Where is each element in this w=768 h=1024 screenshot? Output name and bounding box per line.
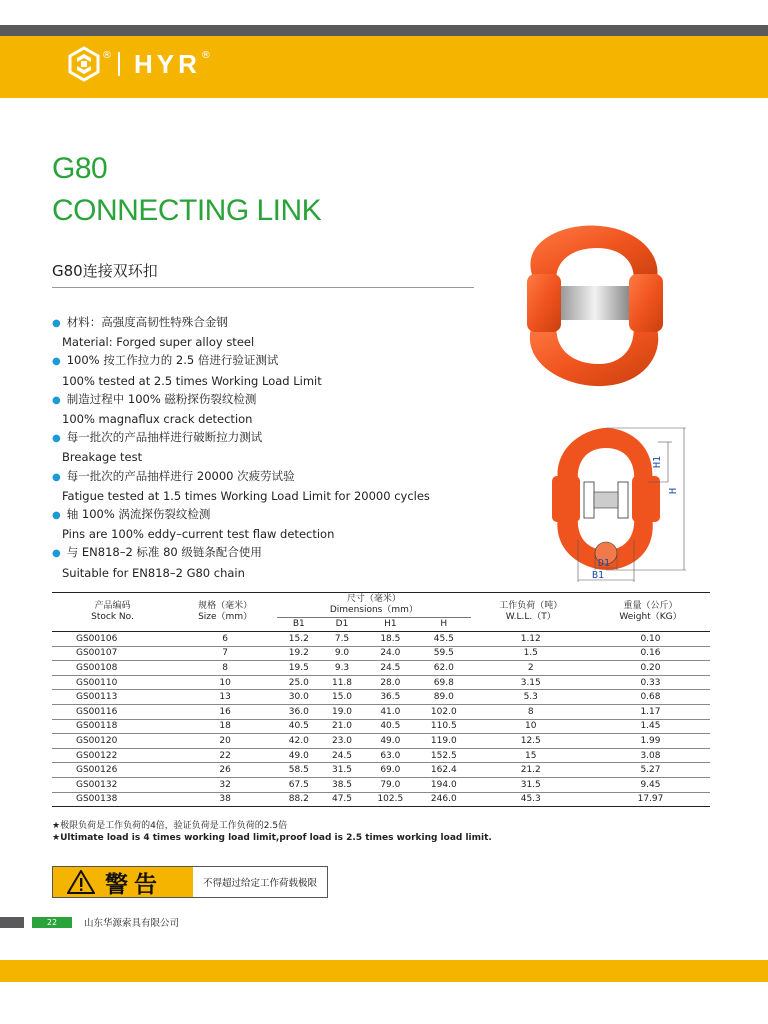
table-cell: 15.2 [277,632,320,647]
col-weight: 重量（公斤） Weight（KG） [619,601,682,622]
table-cell: 32 [173,777,277,792]
dim-label-h: H [668,487,679,494]
table-cell: 38.5 [320,777,363,792]
table-row [52,661,710,676]
table-row [52,719,710,734]
table-cell: 24.5 [364,661,417,676]
table-cell: 20 [173,734,277,749]
table-cell: GS00116 [52,704,173,719]
table-cell: 49.0 [277,748,320,763]
table-cell: 36.5 [364,690,417,705]
table-cell: GS00122 [52,748,173,763]
table-cell: 119.0 [417,734,470,749]
table-cell: 18 [173,719,277,734]
table-row [52,777,710,792]
table-body [52,632,710,807]
table-cell: 0.20 [591,661,710,676]
table-cell: 22 [173,748,277,763]
table-cell: 88.2 [277,792,320,807]
table-cell: 16 [173,704,277,719]
feature-cn: ● 制造过程中 100% 磁粉探伤裂纹检测 [52,390,432,410]
table-cell: 10 [471,719,591,734]
brand-logo [66,44,211,84]
table-cell: GS00106 [52,632,173,647]
table-cell: 1.45 [591,719,710,734]
table-cell: 152.5 [417,748,470,763]
dimension-diagram [548,420,708,585]
table-cell: 21.0 [320,719,363,734]
col-stock: 产品编码 Stock No. [91,601,134,622]
table-cell: 162.4 [417,763,470,778]
table-cell: 21.2 [471,763,591,778]
table-cell: 30.0 [277,690,320,705]
warning-banner [52,866,328,898]
table-cell: 41.0 [364,704,417,719]
table-cell: 62.0 [417,661,470,676]
subtitle-divider [52,287,474,288]
col-h1: H1 [384,619,397,629]
note-en: ★Ultimate load is 4 times working load limit,proof load is 2.5 times working load limit. [52,833,492,843]
table-cell: 246.0 [417,792,470,807]
table-row [52,646,710,661]
page-number: 22 [32,917,72,928]
table-cell: 40.5 [364,719,417,734]
feature-en: Material: Forged super alloy steel [62,335,255,350]
table-cell: 19.0 [320,704,363,719]
page-title-product: CONNECTING LINK [52,194,322,227]
notes [52,820,492,844]
table-cell: 194.0 [417,777,470,792]
table-cell: 9.45 [591,777,710,792]
table-cell: GS00138 [52,792,173,807]
feature-cn: ● 每一批次的产品抽样进行破断拉力测试 [52,428,432,448]
feature-cn: ● 100% 按工作拉力的 2.5 倍进行验证测试 [52,351,432,371]
table-cell: 45.3 [471,792,591,807]
table-cell: 26 [173,763,277,778]
dim-label-h1: H1 [652,455,663,468]
table-cell: 102.0 [417,704,470,719]
table-cell: 24.0 [364,646,417,661]
feature-cn: ● 材料：高强度高韧性特殊合金钢 [52,313,432,333]
table-cell: GS00120 [52,734,173,749]
dim-label-b1: B1 [592,570,605,581]
table-cell: 0.33 [591,675,710,690]
table-cell: 1.5 [471,646,591,661]
table-cell: 3.08 [591,748,710,763]
table-cell: 8 [471,704,591,719]
table-row [52,792,710,807]
table-row [52,690,710,705]
logo-divider [118,52,120,76]
table-cell: 58.5 [277,763,320,778]
col-d1: D1 [335,619,349,629]
col-h: H [440,619,448,629]
top-gray-stripe [0,25,768,36]
feature-cn: ● 与 EN818–2 标准 80 级链条配合使用 [52,543,432,563]
table-cell: 28.0 [364,675,417,690]
footer-band [0,960,768,982]
table-cell: 5.3 [471,690,591,705]
table-cell: GS00126 [52,763,173,778]
table-cell: 17.97 [591,792,710,807]
table-cell: 40.5 [277,719,320,734]
warning-text: 不得超过给定工作荷载极限 [193,867,327,897]
table-cell: 25.0 [277,675,320,690]
table-cell: 8 [173,661,277,676]
warning-triangle-icon [67,870,95,894]
page-subtitle-cn: G80连接双环扣 [52,262,158,280]
table-cell: 110.5 [417,719,470,734]
note-cn: ★极限负荷是工作负荷的4倍，验证负荷是工作负荷的2.5倍 [52,821,288,831]
table-cell: 6 [173,632,277,647]
table-row [52,763,710,778]
table-cell: 12.5 [471,734,591,749]
table-cell: 19.2 [277,646,320,661]
feature-en: Pins are 100% eddy–current test flaw detection [62,527,335,542]
table-cell: 10 [173,675,277,690]
table-cell: 31.5 [471,777,591,792]
feature-en: 100% tested at 2.5 times Working Load Limit [62,373,322,388]
feature-en: Suitable for EN818–2 G80 chain [62,565,245,580]
table-cell: 31.5 [320,763,363,778]
table-cell: GS00113 [52,690,173,705]
table-cell: 67.5 [277,777,320,792]
table-cell: 63.0 [364,748,417,763]
table-cell: 13 [173,690,277,705]
table-cell: GS00118 [52,719,173,734]
table-row [52,632,710,647]
table-cell: 47.5 [320,792,363,807]
table-cell: 49.0 [364,734,417,749]
table-cell: 38 [173,792,277,807]
table-cell: GS00108 [52,661,173,676]
table-row [52,734,710,749]
table-row [52,704,710,719]
registered-mark: ® [102,49,112,61]
table-cell: GS00110 [52,675,173,690]
table-cell: 102.5 [364,792,417,807]
table-cell: 79.0 [364,777,417,792]
table-row [52,748,710,763]
feature-list [52,313,432,582]
feature-cn: ● 每一批次的产品抽样进行 20000 次疲劳试验 [52,467,432,487]
table-cell: 9.0 [320,646,363,661]
table-cell: 15.0 [320,690,363,705]
table-cell: 42.0 [277,734,320,749]
table-cell: 0.10 [591,632,710,647]
table-cell: 7 [173,646,277,661]
table-cell: 0.16 [591,646,710,661]
table-cell: 15 [471,748,591,763]
table-cell: 7.5 [320,632,363,647]
table-cell: 18.5 [364,632,417,647]
dim-label-d1: D1 [598,558,611,569]
table-cell: 2 [471,661,591,676]
warning-label-box [53,867,193,897]
table-cell: 45.5 [417,632,470,647]
product-photo [505,222,685,390]
table-cell: 3.15 [471,675,591,690]
feature-en: Breakage test [62,450,143,465]
table-cell: GS00107 [52,646,173,661]
feature-en: Fatigue tested at 1.5 times Working Load Limit for 20000 cycles [62,488,430,503]
registered-mark-2: ® [200,49,211,61]
table-cell: 69.8 [417,675,470,690]
table-cell: 36.0 [277,704,320,719]
table-cell: 0.68 [591,690,710,705]
table-cell: 19.5 [277,661,320,676]
hyr-logo-icon [66,46,102,82]
feature-cn: ● 轴 100% 涡流探伤裂纹检测 [52,505,432,525]
col-size: 规格（毫米） Size（mm） [198,601,253,622]
table-cell: 1.17 [591,704,710,719]
col-dimensions: 尺寸（毫米） Dimensions（mm） [277,593,470,618]
col-b1: B1 [292,619,305,629]
table-cell: 69.0 [364,763,417,778]
page-title-grade: G80 [52,152,108,185]
table-cell: 1.99 [591,734,710,749]
table-cell: 11.8 [320,675,363,690]
company-name: 山东华源索具有限公司 [84,918,180,929]
footer-gray-stripe [0,917,24,928]
table-row [52,675,710,690]
table-cell: GS00132 [52,777,173,792]
table-cell: 24.5 [320,748,363,763]
table-cell: 89.0 [417,690,470,705]
feature-en: 100% magnaflux crack detection [62,412,253,427]
table-cell: 23.0 [320,734,363,749]
table-cell: 59.5 [417,646,470,661]
table-cell: 1.12 [471,632,591,647]
warning-label: 警告 [105,871,163,898]
brand-name: HYR [134,48,201,79]
specifications-table [52,592,710,807]
table-cell: 5.27 [591,763,710,778]
table-cell: 9.3 [320,661,363,676]
col-wll: 工作负荷（吨） W.L.L.（T） [499,601,563,622]
